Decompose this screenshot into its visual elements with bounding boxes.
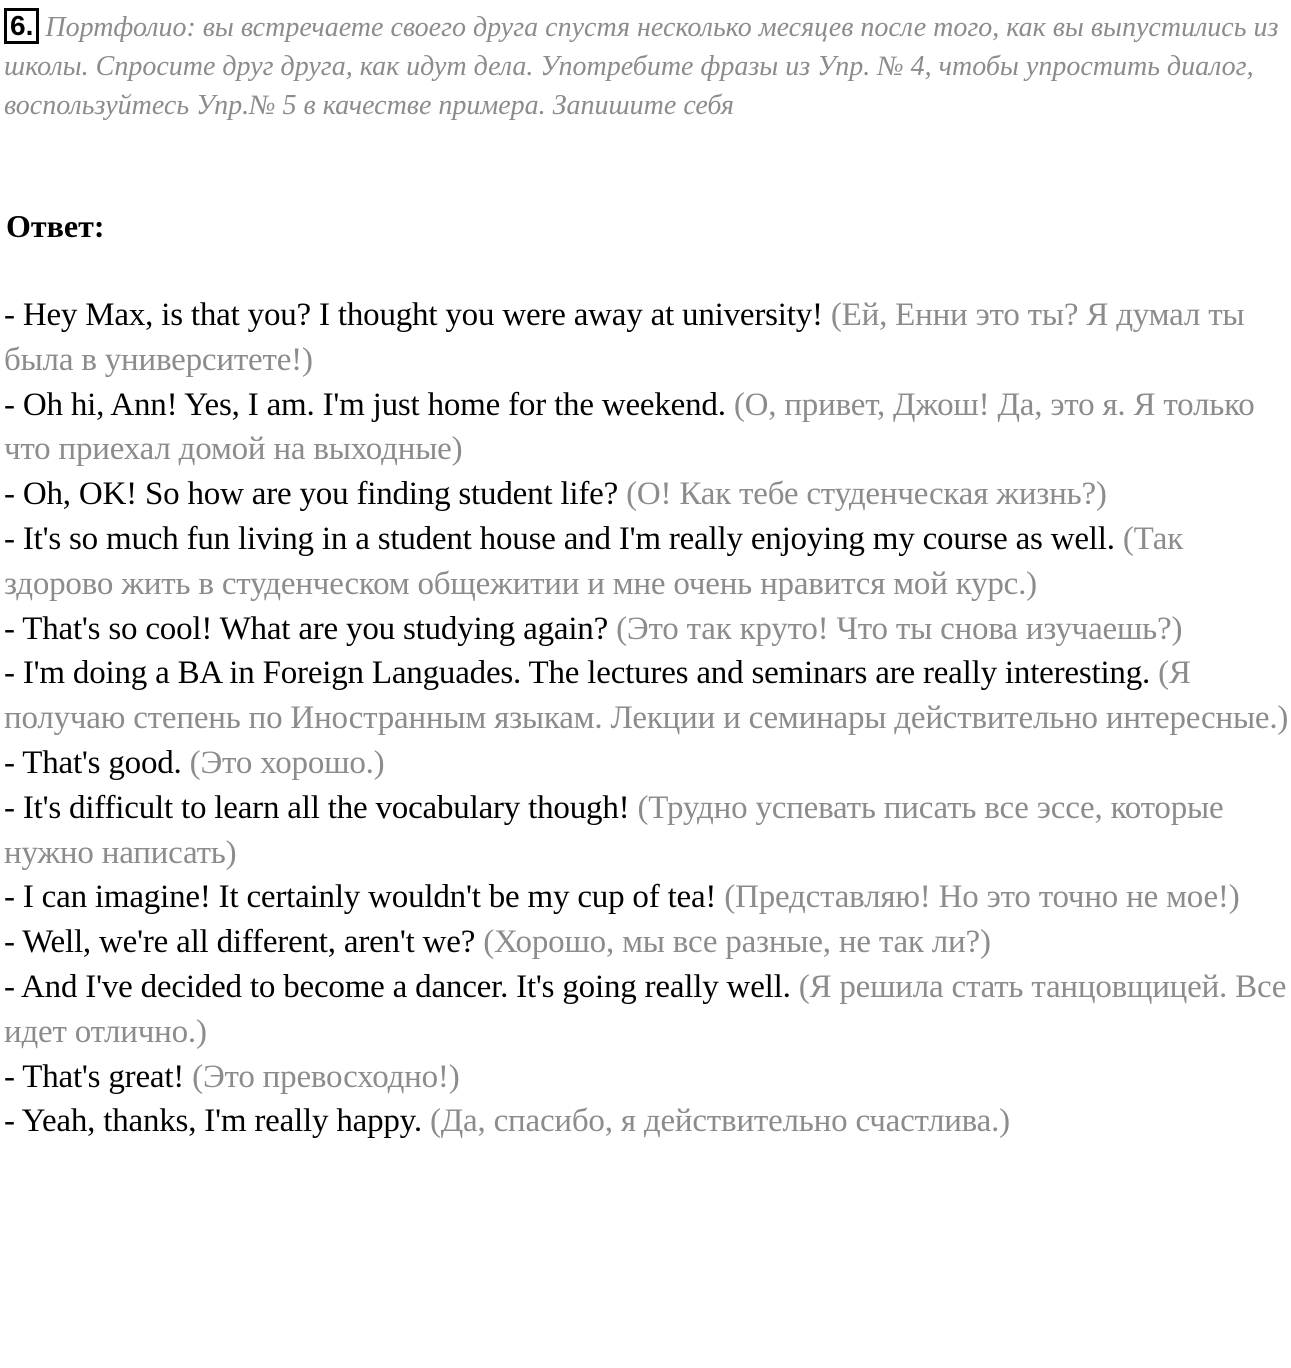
english-line: - It's difficult to learn all the vocabulary though! bbox=[4, 789, 630, 826]
dialogue-line bbox=[4, 651, 1291, 741]
answer-label: Ответ: bbox=[6, 208, 105, 244]
dialogue-line bbox=[4, 383, 1291, 473]
english-line: - Yeah, thanks, I'm really happy. bbox=[4, 1103, 422, 1140]
russian-translation: (Это превосходно!) bbox=[192, 1058, 460, 1095]
english-line: - Hey Max, is that you? I thought you were away at university! bbox=[4, 297, 823, 333]
english-line: - Well, we're all different, aren't we? bbox=[4, 924, 476, 961]
dialogue bbox=[4, 293, 1291, 1144]
russian-translation: (Да, спасибо, я действительно счастлива.) bbox=[429, 1103, 1010, 1140]
dialogue-line bbox=[4, 965, 1291, 1055]
dialogue-line bbox=[4, 786, 1291, 876]
english-line: - That's great! bbox=[4, 1058, 185, 1095]
english-line: - I can imagine! It certainly wouldn't be my cup of tea! bbox=[4, 879, 717, 916]
russian-translation: (Трудно успевать писать все эссе, которые нужно написать) bbox=[4, 789, 1224, 871]
russian-translation: (Хорошо, мы все разные, не так ли?) bbox=[483, 924, 991, 961]
task-number: 6. bbox=[4, 8, 39, 44]
english-line: - Oh hi, Ann! Yes, I am. I'm just home for the weekend. bbox=[4, 386, 726, 423]
russian-translation: (Я получаю степень по Иностранным языкам. Лекции и семинары действительно интересные.) bbox=[4, 655, 1289, 737]
russian-translation: (О! Как тебе студенческая жизнь?) bbox=[626, 476, 1107, 513]
english-line: - That's so cool! What are you studying again? bbox=[4, 610, 609, 647]
dialogue-line bbox=[4, 472, 1291, 517]
dialogue-line bbox=[4, 293, 1291, 383]
english-line: - And I've decided to become a dancer. It's going really well. bbox=[4, 968, 791, 1005]
task-text: Портфолио: вы встречаете своего друга спустя несколько месяцев после того, как вы выпустились из школы. Спросите друг друга, как идут дела. Употребите фразы из Упр. № 4, чтобы упростить диалог, воспользуйтесь Упр.№ 5 в качестве примера. Запишите себя bbox=[4, 12, 1279, 121]
dialogue-line bbox=[4, 607, 1291, 652]
dialogue-line bbox=[4, 875, 1291, 920]
english-line: - I'm doing a BA in Foreign Languades. The lectures and seminars are really interesting. bbox=[4, 655, 1151, 692]
russian-translation: (Это так круто! Что ты снова изучаешь?) bbox=[616, 610, 1183, 647]
english-line: - That's good. bbox=[4, 744, 182, 781]
russian-translation: (Это хорошо.) bbox=[189, 744, 385, 781]
dialogue-line bbox=[4, 1055, 1291, 1100]
russian-translation: (Представляю! Но это точно не мое!) bbox=[724, 879, 1240, 916]
russian-translation: (Так здорово жить в студенческом общежитии и мне очень нравится мой курс.) bbox=[4, 520, 1184, 602]
dialogue-line bbox=[4, 517, 1291, 607]
dialogue-line bbox=[4, 920, 1291, 965]
english-line: - It's so much fun living in a student house and I'm really enjoying my course as well. bbox=[4, 520, 1115, 557]
russian-translation: (О, привет, Джош! Да, это я. Я только что приехал домой на выходные) bbox=[4, 386, 1255, 468]
english-line: - Oh, OK! So how are you finding student life? bbox=[4, 476, 619, 513]
task-instruction bbox=[4, 8, 1286, 125]
dialogue-line bbox=[4, 741, 1291, 786]
russian-translation: (Ей, Енни это ты? Я думал ты была в университете!) bbox=[4, 297, 1245, 378]
russian-translation: (Я решила стать танцовщицей. Все идет отлично.) bbox=[4, 968, 1287, 1050]
dialogue-line bbox=[4, 1099, 1291, 1144]
